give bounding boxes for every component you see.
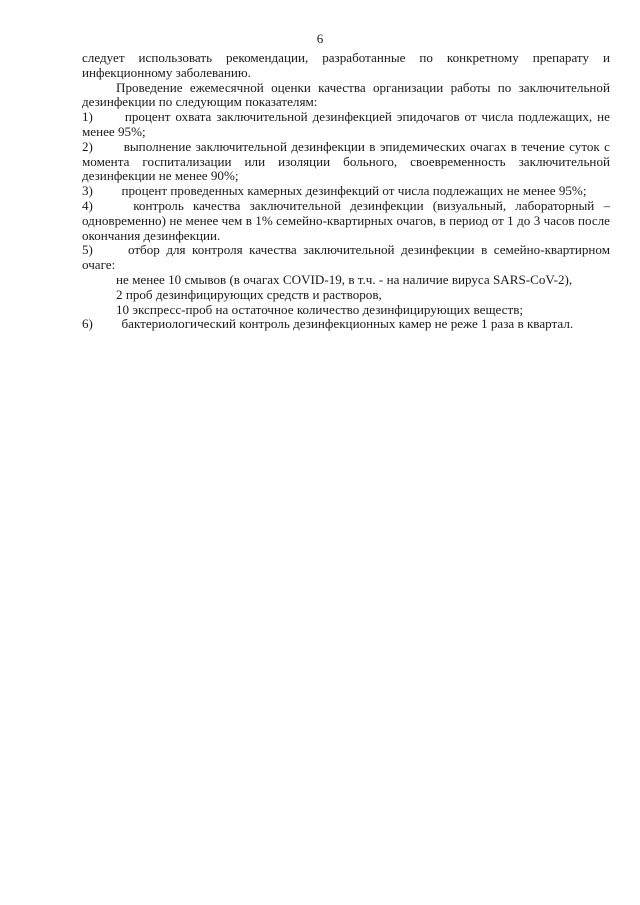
list-item-number: 2) bbox=[82, 138, 93, 154]
list-item-text: процент проведенных камерных дезинфекций от числа подлежащих не менее 95%; bbox=[121, 183, 587, 199]
list-item-text: процент охвата заключительной дезинфекцией эпидочагов от числа подлежащих, не менее 95%; bbox=[82, 109, 610, 139]
list-item bbox=[82, 110, 610, 140]
list-item-number: 4) bbox=[82, 197, 93, 213]
paragraph-continuation: следует использовать рекомендации, разработанные по конкретному препарату и инфекционному заболеванию. bbox=[82, 50, 610, 80]
list-item-text: контроль качества заключительной дезинфекции (визуальный, лабораторный – одновременно) не менее чем в 1% семейно-квартирных очагов, в период от 1 до 3 часов после окончания дезинфекции. bbox=[82, 197, 610, 243]
list-item bbox=[82, 243, 610, 273]
page-number: 6 bbox=[316, 31, 324, 46]
paragraph-intro: Проведение ежемесячной оценки качества организации работы по заключительной дезинфекции по следующим показателям: bbox=[82, 79, 610, 110]
list-item bbox=[82, 317, 610, 332]
list-item bbox=[82, 140, 610, 184]
list-item-text: выполнение заключительной дезинфекции в эпидемических очагах в течение суток с момента госпитализации или изоляции больного, своевременность заключительной дезинфекции не менее 90%; bbox=[82, 138, 610, 184]
list-item-number: 5) bbox=[82, 242, 93, 258]
list-item bbox=[82, 184, 610, 199]
list-item-text: отбор для контроля качества заключительной дезинфекции в семейно-квартирном очаге: bbox=[82, 242, 610, 273]
list-item-text: бактериологический контроль дезинфекционных камер не реже 1 раза в квартал. bbox=[121, 316, 574, 332]
list-item-number: 6) bbox=[82, 316, 93, 332]
sub-item-swabs: не менее 10 смывов (в очагах COVID-19, в т.ч. - на наличие вируса SARS-CoV-2), bbox=[116, 271, 573, 287]
sub-item-express-tests: 10 экспресс-проб на остаточное количество дезинфицирующих веществ; bbox=[116, 301, 524, 317]
sub-item-samples: 2 проб дезинфицирующих средств и растворов, bbox=[116, 286, 382, 302]
document-body bbox=[82, 51, 610, 332]
list-item bbox=[82, 199, 610, 243]
list-item-number: 3) bbox=[82, 183, 93, 199]
list-item-number: 1) bbox=[82, 109, 93, 125]
